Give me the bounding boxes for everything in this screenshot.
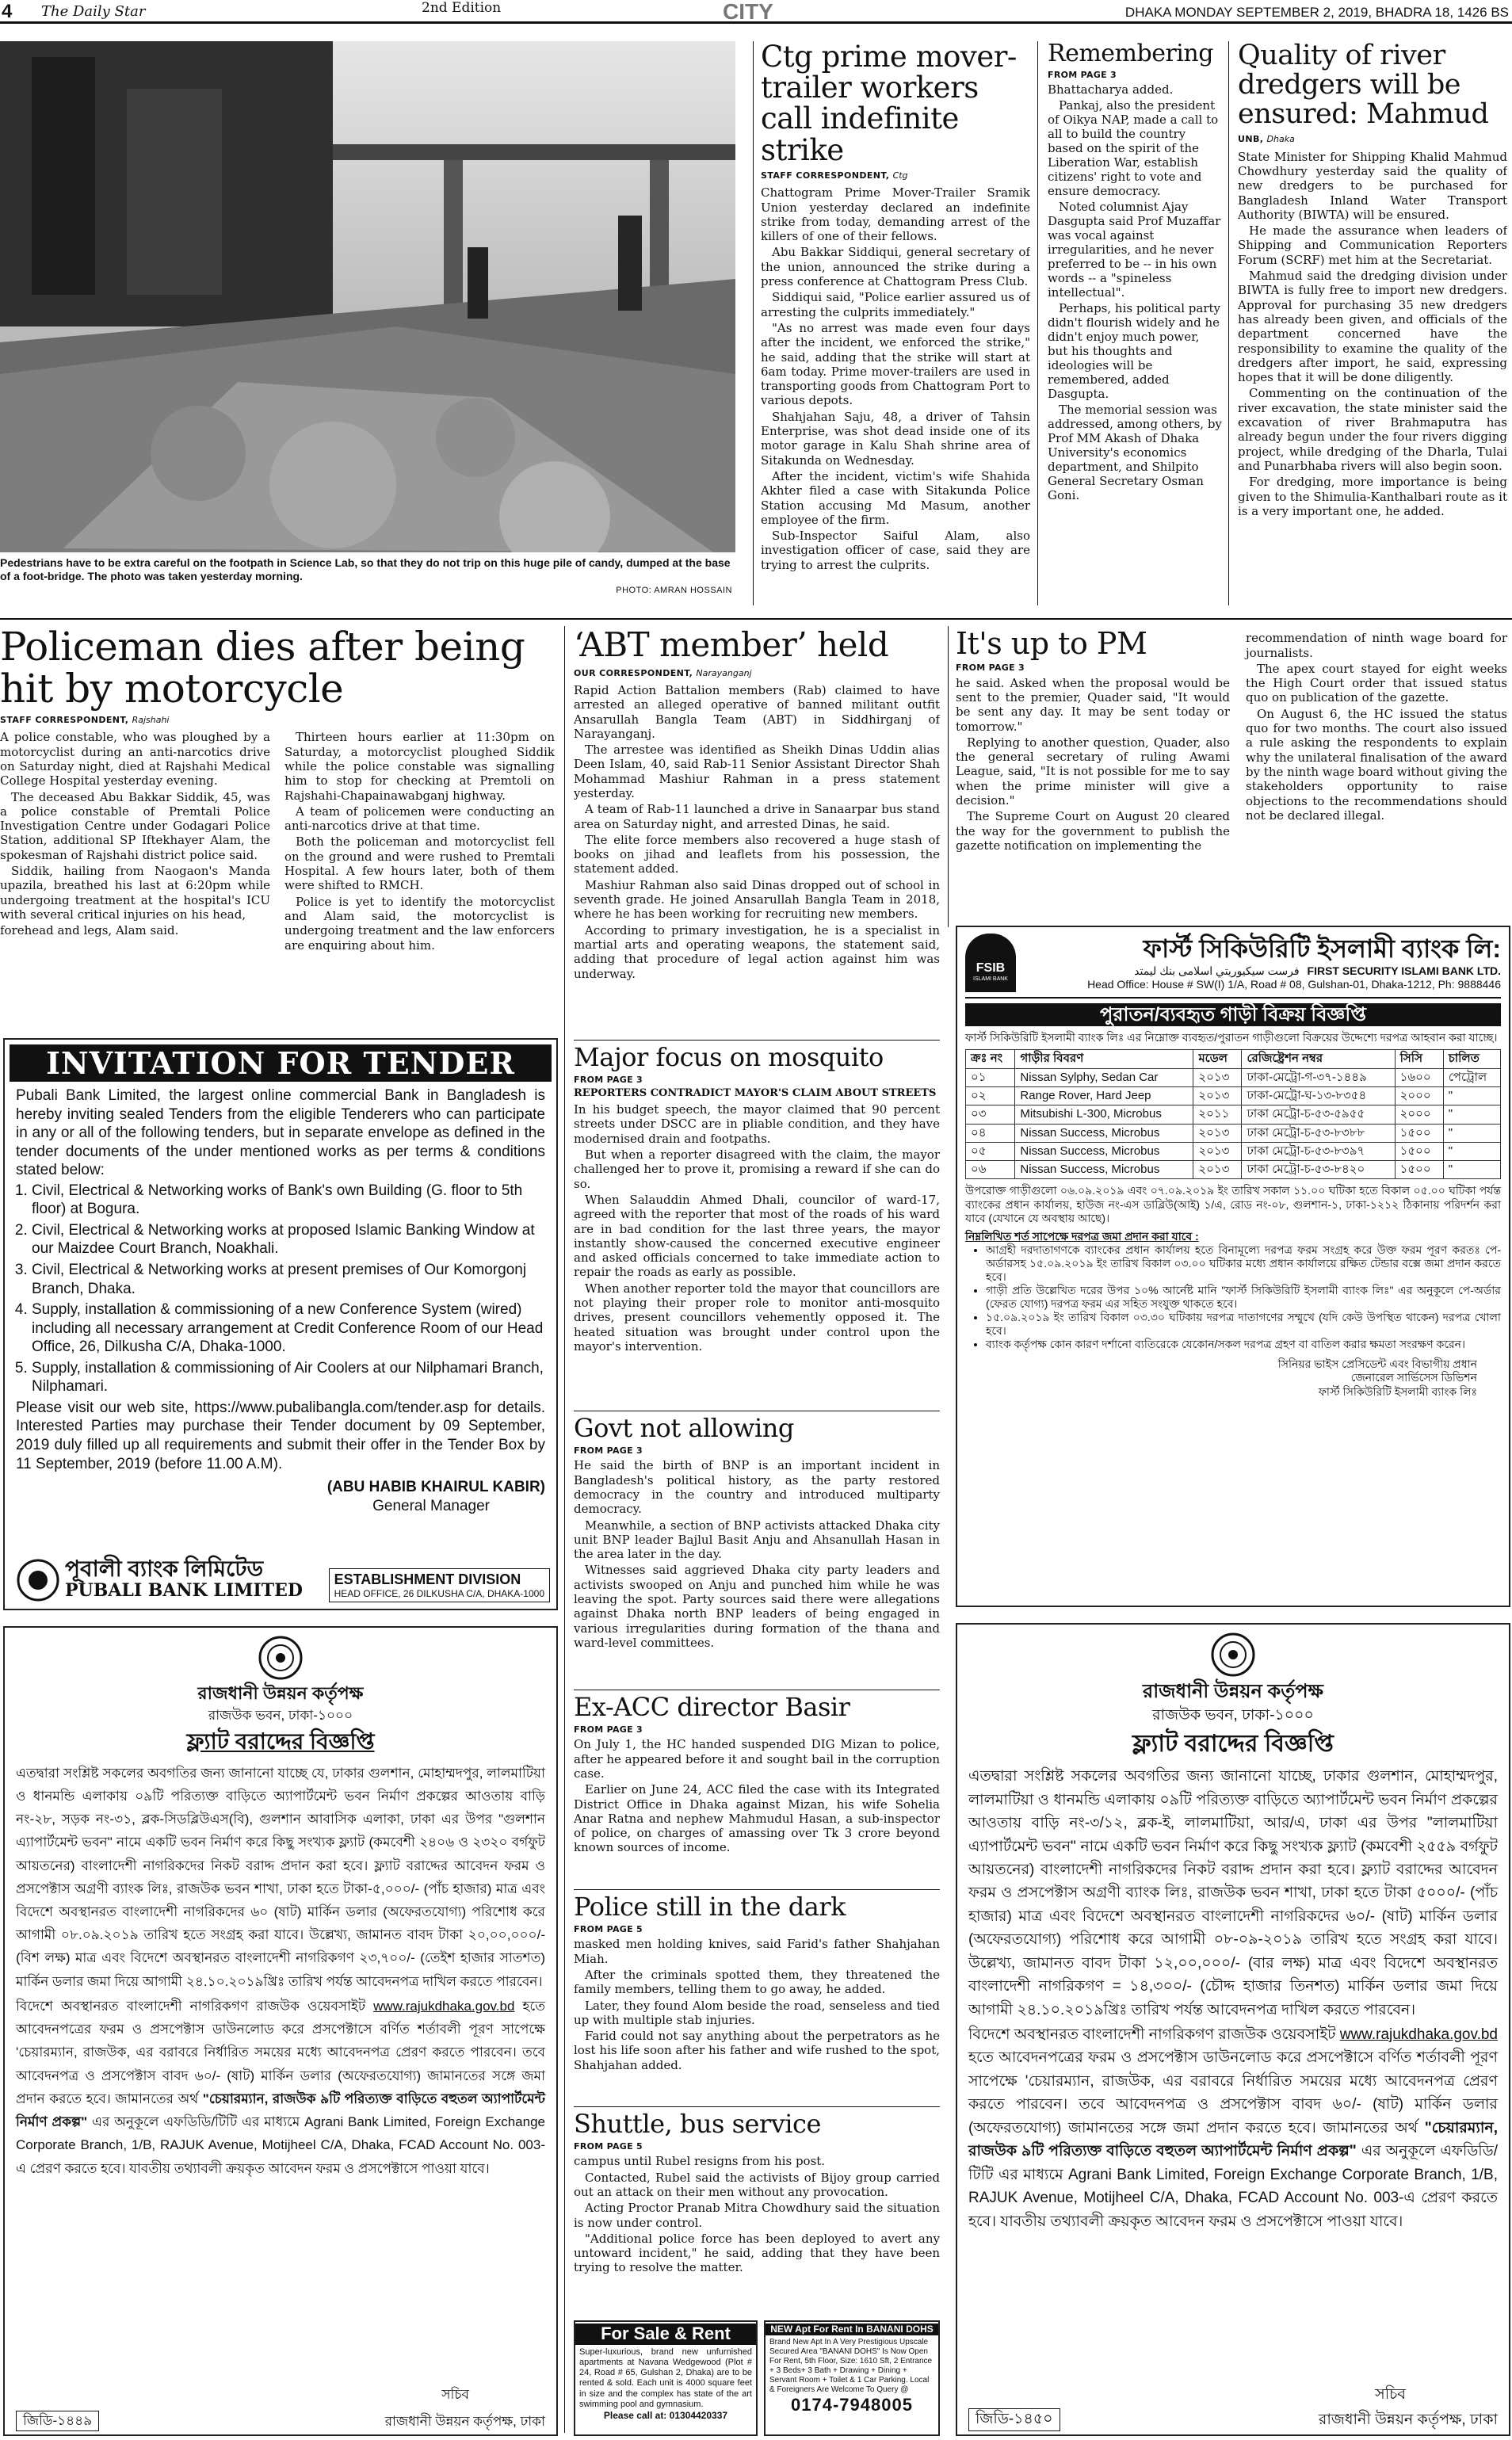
ad-fsib-vehicle-sale: FSIB ISLAMI BANK ফার্স্ট সিকিউরিটি ইসলামী ব্যাংক লি: فرست سيكيوريتي اسلامى بنك ليمتد FIRST SECURITY ISLAMI BANK LTD. Head Office: House # SW(I) 1/A, Road # 08, Gulshan-01, Dhaka-1212, Ph: 9888446 পুরাতন/ব্যবহৃত গাড়ী বিক্রয় বিজ্ঞপ্তি ফার্স্ট সিকিউরিটি ইসলামী ব্যাংক লিঃ এর নিম্নোক্ত ব্যবহৃত/পুরাতন গাড়ীগুলো বিক্রয়ের উদ্দেশ্যে দরপত্র আহবান করা যাচ্ছে। ক্রঃ নং গাড়ীর বিবরণ মডেল রেজিষ্ট্রেশন নম্বর সিসি চালিত ০১ Nissan Sylphy, Sedan Car ২০১৩ ঢাকা-মেট্রো-গ-৩৭-১৪৪৯ ১৬০০ পেট্রোল ০২ Range Rover, Hard Jeep ২০১৩ ঢাকা-মেট্রো-ঘ-১৩-৮৩৫৪ ২০০০ " ০৩ Mitsubishi L-300, Microbus ২০১১ ঢাকা মেট্রো-চ-৫৩-৫৯৫৫ ২০০০ " ০৪ Nissan Success, Microbus ২০১৩ ঢাকা মেট্রো-চ-৫৩-৮৩৮৮ ১৫০০ " ০৫ Nissan Success, Microbus ২০১৩ ঢাকা মেট্রো-চ-৫৩-৮৩৯৭ ১৫০০ " ০৬ Nissan Success, Microbus ২০১৩ ঢাকা মেট্রো-চ-৫৩-৮৪২০ ১৫০০ " উপরোক্ত গাড়ীগুলো ০৬.০৯.২০১৯ এবং ০৭.০৯.২০১৯ ইং তারিখ সকাল ১১.০০ ঘটিকা হতে বিকাল ০৫.০০ ঘটিকা পর্যন্ত ব্যাংকের প্রধান কার্যালয়, হাউজ নং-এস ডাব্লিউ(আই) ১/এ, রোড নং-০৮, গুলশান-১, ঢাকা-১২১২ ঠিকানায় পরিদর্শন করা যাবে (যেখানে যে অবস্থায় আছে)। নিম্নলিখিত শর্ত সাপেক্ষে দরপত্র জমা প্রদান করা যাবে : • আগ্রহী দরদাতাগণকে ব্যাংকের প্রধান কার্যালয় হতে বিনামূল্যে দরপত্র ফরম সংগ্রহ করে উক্ত ফরম পূরণ করতঃ পে-অর্ডারসহ ১৫.০৯.২০১৯ ইং তারিখ বিকাল ০৩.০০ ঘটিকার মধ্যে প্রধান কার্যালয়ে রক্ষিত টেন্ডার বক্সে জমা প্রদান করতে হবে। • গাড়ী প্রতি উল্লেখিত দরের উপর ১০% আর্নেষ্ট মানি "ফার্স্ট সিকিউরিটি ইসলামী ব্যাংক লিঃ" এর অনুকূলে পে-অর্ডার (ফেরত যোগ্য) দরপত্র ফরম এর সহিত সংযুক্ত থাকতে হবে। • ১৫.০৯.২০১৯ ইং তারিখ বিকাল ০৩.৩০ ঘটিকায় দরপত্র দাতাগণের সম্মুখে (যদি কেউ উপস্থিত থাকেন) দরপত্র খোলা হবে। • ব্যাংক কর্তৃপক্ষ কোন কারণ দর্শানো ব্যতিরেকে যেকোন/সকল দরপত্র গ্রহণ বা বাতিল করার ক্ষমতা সংরক্ষণ করেন। সিনিয়র ভাইস প্রেসিডেন্ট এবং বিভাগীয় প্রধান জেনারেল সার্ভিসেস ডিভিশন ফার্স্ট সিকিউরিটি ইসলামী ব্যাংক লিঃ bbox=[956, 926, 1510, 1607]
table-row: ০২ Range Rover, Hard Jeep ২০১৩ ঢাকা-মেট্রো-ঘ-১৩-৮৩৫৪ ২০০০ " bbox=[966, 1086, 1501, 1105]
headline: It's up to PM bbox=[956, 628, 1147, 661]
article-body: masked men holding knives, said Farid's father Shahjahan Miah. After the criminals spotted them, they threatened the family members, telling them to go away, he added. Later, they found Alom beside the road, senseless and tied up with multiple stab injuries. Farid could not say anything about the perpetrators as he lost his life soon after his father and wife rushed to the spot, Shahjahan added. bbox=[574, 1937, 940, 2072]
article-policeman bbox=[0, 626, 555, 1032]
paper-name: The Daily Star bbox=[41, 3, 146, 20]
fsib-name-bn: ফার্স্ট সিকিউরিটি ইসলামী ব্যাংক লি: bbox=[1143, 934, 1501, 963]
rajuk-url-link[interactable]: www.rajukdhaka.gov.bd bbox=[1339, 2026, 1498, 2043]
table-row: ০১ Nissan Sylphy, Sedan Car ২০১৩ ঢাকা-মেট্রো-গ-৩৭-১৪৪৯ ১৬০০ পেট্রোল bbox=[966, 1068, 1501, 1086]
headline: Ex-ACC director Basir bbox=[574, 1694, 850, 1722]
masthead bbox=[0, 0, 1512, 24]
vehicle-table: ক্রঃ নং গাড়ীর বিবরণ মডেল রেজিষ্ট্রেশন নম্বর সিসি চালিত ০১ Nissan Sylphy, Sedan Car ২০১৩ ঢাকা-মেট্রো-গ-৩৭-১৪৪৯ ১৬০০ পেট্রোল ০২ Range Rover, Hard Jeep ২০১৩ ঢাকা-মেট্রো-ঘ-১৩-৮৩৫৪ ২০০০ " ০৩ Mitsubishi L-300, Microbus ২০১১ ঢাকা মেট্রো-চ-৫৩-৫৯৫৫ ২০০০ " ০৪ Nissan Success, Microbus ২০১৩ ঢাকা মেট্রো-চ-৫৩-৮৩৮৮ ১৫০০ " ০৫ Nissan Success, Microbus ২০১৩ ঢাকা মেট্রো-চ-৫৩-৮৩৯৭ ১৫০০ " ০৬ Nissan Success, Microbus ২০১৩ ঢাকা মেট্রো-চ-৫৩-৮৪২০ ১৫০০ " bbox=[965, 1049, 1501, 1179]
rajuk-emblem bbox=[257, 1634, 304, 1682]
photo-illustration bbox=[0, 41, 735, 552]
photo-caption: Pedestrians have to be extra careful on the footpath in Science Lab, so that they do not trip on this huge pile of candy, dumped at the base of a foot-bridge. The photo was taken yesterday morning. PHOTO: AMRAN HOSSAIN bbox=[0, 556, 732, 595]
table-row: ০৬ Nissan Success, Microbus ২০১৩ ঢাকা মেট্রো-চ-৫৩-৮৪২০ ১৫০০ " bbox=[966, 1161, 1501, 1179]
headline: Govt not allowing bbox=[574, 1415, 794, 1443]
headline: Policeman dies after being hit by motorcycle bbox=[0, 626, 525, 712]
article-body: Chattogram Prime Mover-Trailer Sramik Union yesterday declared an indefinite strike from today, demanding arrest of the killers of one of their fellows. Abu Bakkar Siddiqui, general secretary of the union, announced the strike during a press conference at Chattogram Press Club. Siddiqui said, "Police earlier assured us of arresting the culprits immediately." "As no arrest was made even four days after the incident, we enforced the strike," he said, adding that the strike will start at 6am today. Prime mover-trailers are used in transporting goods from Chattogram Port to various depots. Shahjahan Saju, 48, a driver of Tahsin Enterprise, was shot dead inside one of its motor garage in Kalu Shah shrine area of Sitakunda on Wednesday. After the incident, victim's wife Shahida Akhter filed a case with Sitakunda Police Station accusing Md Masum, another employee of the firm. Sub-Inspector Saiful Alam, also investigation officer of case, said they are trying to arrest the culprits. bbox=[761, 185, 1030, 572]
article-remembering bbox=[1048, 41, 1222, 605]
headline: Remembering bbox=[1048, 41, 1213, 67]
tender-signer: (ABU HABIB KHAIRUL KABIR) bbox=[326, 1479, 545, 1496]
article-shuttle: Shuttle, bus service FROM PAGE 5 campus until Rubel resigns from his post. Contacted, Rubel said the activists of Bijoy group carried out an attack on their men without any provocation. Acting Proctor Pranab Mitra Chowdhury said the situation is now under control. "Additional police force has been deployed to avert any untoward incident," he said, adding that they have been trying to resolve the matter. bbox=[574, 2111, 940, 2275]
tender-visit: Please visit our web site, https://www.pubalibangla.com/tender.asp for details. Interested Parties may purchase their Tender document by 09 September, 2019 duly filled up all requirements and submit their offer in the Tender Box by 11 September, 2019 (before 11.00 A.M). bbox=[16, 1399, 545, 1472]
article-body: He said the birth of BNP is an important incident in Bangladesh's political history, as the party restored democracy in the country and introduced multiparty democracy. Meanwhile, a section of BNP activists attacked Dhaka city unit BNP leader Bajlul Basit Anju and Ahsanullah Hasan in the area later in the day. Witnesses said aggrieved Dhaka city party leaders and activists swooped on Anju and punched him while he was leaving the spot. Party sources said there were allegations against Dhaka north BNP leaders of being engaged in various irregularities during formation of the thana and ward-level committees. bbox=[574, 1458, 940, 1650]
article-body: Rapid Action Battalion members (Rab) claimed to have arrested an alleged operative of banned militant outfit Ansarullah Bangla Team (ABT) in Siddhirganj of Narayanganj. The arrestee was identified as Sheikh Dinas Uddin alias Deen Islam, 40, said Rab-11 Senior Assistant Director Shah Mohammad Mashiur Rahman in a press statement yesterday. A team of Rab-11 launched a drive in Sanaarpar bus stand area on Saturday night, and arrested Dinas, he said. The elite force members also recovered a huge stash of books on jihad and leaflets from his possession, the statement added. Mashiur Rahman also said Dinas dropped out of school in seventh grade. He joined Ansarullah Bangla Team in 2018, where he has been working for recruiting new members. According to primary investigation, he is a specialist in martial arts and operating weapons, the statement said, adding that procedure of legal action against him was underway. bbox=[574, 682, 940, 981]
article-body: A police constable, who was ploughed by a motorcyclist during an anti-narcotics drive on Saturday night, died at Rajshahi Medical College Hospital yesterday evening. The deceased Abu Bakkar Siddik, 45, was a police constable of Premtali Police Investigation Centre under Godagari Police Station, additional SP Iftekhayer Alam, the spokesman of Rajshahi district police said. Siddik, hailing from Naogaon's Manda upazila, breathed his last at 6:20pm while undergoing treatment at the hospital's ICU with several critical injuries on his head, forehead and legs, Alam said. Thirteen hours earlier at 11:30pm on Saturday, a motorcyclist ploughed Siddik while the police constable was signalling him to stop for checking at Premtoli on Rajshahi-Chapainawabganj highway. A team of policemen were conducting an anti-narcotics drive at that time. Both the policeman and motorcyclist fell on the ground and were rushed to Premtali Hospital. A few hours later, both of them were shifted to RMCH. Police is yet to identify the motorcyclist and Alam said, the motorcyclist is undergoing treatment and the law enforcers are enquiring about him. bbox=[0, 730, 555, 953]
article-ctg-strike bbox=[761, 41, 1030, 605]
tender-title: INVITATION FOR TENDER bbox=[10, 1044, 552, 1082]
dateline: DHAKA MONDAY SEPTEMBER 2, 2019, BHADRA 18, 1426 BS bbox=[1124, 5, 1509, 20]
ad-tender-pubali: INVITATION FOR TENDER Pubali Bank Limited, the largest online commercial Bank in Bangladesh is hereby inviting sealed Tenders from the eligible Tenderers who can participate in any or all of the following tenders, but in separate envelope as defined in the tender documents of the under mentioned works as per terms & conditions stated below: 1. Civil, Electrical & Networking works of Bank's own Building (G. floor to 5th floor) at Bogura. 2. Civil, Electrical & Networking works at proposed Islamic Banking Window at our Maizdee Court Branch, Noakhali. 3. Civil, Electrical & Networking works at present premises of Our Komorgonj Branch, Dhaka. 4. Supply, installation & commissioning of a new Conference System (wired) including all necessary arrangement at Credit Conference Room of our Head Office, 26, Dilkusha C/A, Dhaka-1000. 5. Supply, installation & commissioning of Air Coolers at our Nilphamari Branch, Nilphamari. Please visit our web site, https://www.pubalibangla.com/tender.asp for details. Interested Parties may purchase their Tender document by 09 September, 2019 duly filled up all requirements and submit their offer in the Tender Box by 11 September, 2019 (before 11.00 A.M). (ABU HABIB KHAIRUL KABIR) General Manager পূবালী ব্যাংক লিমিটেড PUBALI BANK LIMITED ESTABLISHMENT DIVISION HEAD OFFICE, 26 DILKUSHA C/A, DHAKA-1000 bbox=[3, 1038, 558, 1610]
article-up-to-pm: It's up to PM FROM PAGE 3 he said. Asked when the proposal would be sent to the premier, Quader said, "It would be sent any day. It may be sent today or tomorrow." Replying to another question, Quader, also the general secretary of ruling Awami League, said, "It is not possible for me to say when the prime minister will give a decision." The Supreme Court on August 20 cleared the way for the government to publish the gazette notification on implementing the recommendation of ninth wage board for journalists. The apex court stayed for eight weeks the High Court order that issued status quo on publication of the gazette. On August 6, the HC issued the status quo for two months. The court also issued a rule asking the respondents to explain why the unilateral finalisation of the award by the ninth wage board without giving the stakeholders opportunity to raise objections to the recommendations should not be declared illegal. bbox=[956, 628, 1510, 929]
table-row: ০৪ Nissan Success, Microbus ২০১৩ ঢাকা মেট্রো-চ-৫৩-৮৩৮৮ ১৫০০ " bbox=[966, 1124, 1501, 1142]
byline: UNB, Dhaka bbox=[1238, 134, 1295, 145]
from-page: FROM PAGE 3 bbox=[1048, 69, 1117, 80]
subhead: REPORTERS CONTRADICT MAYOR'S CLAIM ABOUT STREETS bbox=[574, 1087, 937, 1100]
headline: Major focus on mosquito bbox=[574, 1044, 884, 1072]
byline: OUR CORRESPONDENT, Narayanganj bbox=[574, 667, 752, 678]
article-govt-not-allowing: Govt not allowing FROM PAGE 3 He said the birth of BNP is an important incident in Bangladesh's political history, as the party restored democracy in the country and introduced multiparty democracy. Meanwhile, a section of BNP activists attacked Dhaka city unit BNP leader Bajlul Basit Anju and Ahsanullah Hasan in the area later in the day. Witnesses said aggrieved Dhaka city party leaders and activists swooped on Anju and punched him while he was leaving the spot. Party sources said there were allegations against Dhaka north BNP leaders of being engaged in various irregularities during formation of the thana and ward-level committees. bbox=[574, 1415, 940, 1650]
from-page: FROM PAGE 3 bbox=[956, 663, 1025, 674]
ad-rajuk-gulshan: রাজধানী উন্নয়ন কর্তৃপক্ষ রাজউক ভবন, ঢাকা-১০০০ ফ্ল্যাট বরাদ্দের বিজ্ঞপ্তি এতদ্বারা সংশ্লিষ্ট সকলের অবগতির জন্য জানানো যাচ্ছে যে, ঢাকার গুলশান, মোহাম্মদপুর, লালমাটিয়া ও ধানমন্ডি এলাকায় ০৯টি পরিত্যক্ত বাড়িতে অ্যাপার্টমেন্ট ভবন নির্মাণ প্রকল্পের আওতায় বাড়ি নং-২৮, সড়ক নং-৩১, ব্লক-সিডব্লিউএস(বি), গুলশান আবাসিক এলাকা, ঢাকা এর উপর "গুলশান এ্যাপার্টমেন্ট ভবন" নামে একটি ভবন নির্মাণ করে কিছু সংখ্যক ফ্ল্যাট (কমবেশী ২৪০৬ ও ২৩২০ বর্গফুট আয়তনের) বাংলাদেশী নাগরিকদের নিকট বরাদ্দ প্রদান করা হবে। ফ্ল্যাট বরাদ্দের আবেদন ফরম ও প্রসপেক্টাস অগ্রণী ব্যাংক লিঃ, রাজউক ভবন শাখা, ঢাকা হতে টাকা-৫,০০০/- (পাঁচ হাজার) মাত্র এবং বিদেশে অবস্থানরত বাংলাদেশী নাগরিকদের ৬০ (ষাট) মার্কিন ডলার (অফেরতযোগ্য) পরিশোধ করে আগামী ০৮.০৯.২০১৯ তারিখ হতে সংগ্রহ করা যাবে। উল্লেখ্য, জামানত বাবদ টাকা ২০,০০,০০০/-(বিশ লক্ষ) মাত্র এবং বিদেশে অবস্থানরত বাংলাদেশী নাগরিকগণ ২৩,৭০০/- (তেইশ হাজার সাতশত) মার্কিন ডলার জমা দিয়ে আগামী ২৪.১০.২০১৯খ্রিঃ তারিখ পর্যন্ত আবেদনপত্র দাখিল করতে পারবেন। বিদেশে অবস্থানরত বাংলাদেশী নাগরিকগণ রাজউক ওয়েবসাইট www.rajukdhaka.gov.bd হতে আবেদনপত্রের ফরম ও প্রসপেক্টাস ডাউনলোড করে প্রসপেক্টাসে বর্ণিত শর্তাবলী পূরণ সাপেক্ষে 'চেয়ারম্যান, রাজউক, এর বরাবরে নির্ধারিত সময়ের মধ্যে আবেদনপত্র প্রেরণ করতে পারবেন। তবে আবেদনপত্র ও প্রসপেক্টাস বাবদ ৬০/- (ষাট) মার্কিন ডলার (অফেরতযোগ্য) জামানতের সঙ্গে জমা প্রদান করতে হবে। জামানতের অর্থ "চেয়ারম্যান, রাজউক ৯টি পরিত্যক্ত বাড়িতে বহুতল অ্যাপার্টমেন্ট নির্মাণ প্রকল্প" এর অনুকূলে এফডিডি/টিটি এর মাধ্যমে Agrani Bank Limited, Foreign Exchange Corporate Branch, 1/B, RAJUK Avenue, Motijheel C/A, Dhaka, FCAD Account No. 003-এ প্রেরণ করতে হবে। যাবতীয় তথ্যাবলী ক্রয়কৃত আবেদন ফরম ও প্রসপেক্টাসে পাওয়া যাবে। সচিব জিডি-১৪৪৯ রাজধানী উন্নয়ন কর্তৃপক্ষ, ঢাকা bbox=[3, 1626, 558, 2436]
ad-new-apt: NEW Apt For Rent In BANANI DOHS Brand New Apt In A Very Prestigious Upscale Secured Area "BANANI DOHS" Is Now Open For Rent, 5th Floor, Size: 1610 Sft, 2 Entrance + 3 Beds+ 3 Bath + Drawing + Dining + Servant Room + Toilet & 1 Car Parking. Local & Foreigners Are Welcome To Query @ 0174-7948005 bbox=[764, 2320, 940, 2436]
article-body: Bhattacharya added. Pankaj, also the president of Oikya NAP, made a call to all to build the country based on the spirit of the Liberation War, establish citizens' right to vote and ensure democracy. Noted columnist Ajay Dasgupta said Prof Muzaffar was vocal against irregularities, and he never preferred to be -- in his own words -- a "spineless intellectual". Perhaps, his political party didn't flourish widely and he didn't enjoy much power, but his thoughts and ideologies will be remembered, added Dasgupta. The memorial session was addressed, among others, by Prof MM Akash of Dhaka University's economics department, and Shilpito General Secretary Osman Goni. bbox=[1048, 82, 1222, 503]
rajuk-emblem bbox=[1209, 1631, 1257, 1678]
page-number: 4 bbox=[2, 1, 13, 22]
article-body: campus until Rubel resigns from his post. Contacted, Rubel said the activists of Bijoy group carried out an attack on their men without any provocation. Acting Proctor Pranab Mitra Chowdhury said the situation is now under control. "Additional police force has been deployed to avert any untoward incident," he said, adding that they have been trying to resolve the matter. bbox=[574, 2154, 940, 2275]
table-row: ০৫ Nissan Success, Microbus ২০১৩ ঢাকা মেট্রো-চ-৫৩-৮৩৯৭ ১৫০০ " bbox=[966, 1142, 1501, 1160]
fsib-logo: FSIB ISLAMI BANK bbox=[965, 934, 1016, 992]
table-row: ০৩ Mitsubishi L-300, Microbus ২০১১ ঢাকা মেট্রো-চ-৫৩-৫৯৫৫ ২০০০ " bbox=[966, 1105, 1501, 1124]
article-mosquito: Major focus on mosquito FROM PAGE 3 REPORTERS CONTRADICT MAYOR'S CLAIM ABOUT STREETS In his budget speech, the mayor claimed that 90 percent streets under DSCC are in pliable condition, and they have modernised drain and footpaths. But when a reporter disagreed with the claim, the mayor challenged her to prove it, promising a reward if she can do so. When Salauddin Ahmed Dhali, councilor of ward-17, agreed with the reporter that most of the roads of his ward are in bad condition for the last three years, the mayor instantly show-caused the concerned executive engineer and asked officials concerned to take immediate action to repair the roads as early as possible. When another reporter told the mayor that councillors are not playing their proper role to monitor anti-mosquito drives, present councillors vehemently opposed it. The heated situation was brought under control upon the mayor's intervention. bbox=[574, 1044, 940, 1354]
rajuk-url-link[interactable]: www.rajukdhaka.gov.bd bbox=[373, 1998, 515, 2014]
byline: STAFF CORRESPONDENT, Ctg bbox=[761, 170, 908, 181]
terms-list: • আগ্রহী দরদাতাগণকে ব্যাংকের প্রধান কার্যালয় হতে বিনামূল্যে দরপত্র ফরম সংগ্রহ করে উক্ত ফরম পূরণ করতঃ পে-অর্ডারসহ ১৫.০৯.২০১৯ ইং তারিখ বিকাল ০৩.০০ ঘটিকার মধ্যে প্রধান কার্যালয়ে রক্ষিত টেন্ডার বক্সে জমা প্রদান করতে হবে। • গাড়ী প্রতি উল্লেখিত দরের উপর ১০% আর্নেষ্ট মানি "ফার্স্ট সিকিউরিটি ইসলামী ব্যাংক লিঃ" এর অনুকূলে পে-অর্ডার (ফেরত যোগ্য) দরপত্র ফরম এর সহিত সংযুক্ত থাকতে হবে। • ১৫.০৯.২০১৯ ইং তারিখ বিকাল ০৩.৩০ ঘটিকায় দরপত্র দাতাগণের সম্মুখে (যদি কেউ উপস্থিত থাকেন) দরপত্র খোলা হবে। • ব্যাংক কর্তৃপক্ষ কোন কারণ দর্শানো ব্যতিরেকে যেকোন/সকল দরপত্র গ্রহণ বা বাতিল করার ক্ষমতা সংরক্ষণ করেন। bbox=[986, 1243, 1501, 1352]
article-dredgers bbox=[1238, 41, 1507, 605]
article-body: On July 1, the HC handed suspended DIG Mizan to police, after he appeared before it and sought bail in the corruption case. Earlier on June 24, ACC filed the case with its Integrated District Office in Dhaka against Mizan, his wife Sohelia Anar Ratna and nephew Mahmudul Hasan, a sub-inspector of police, on charges of amassing over Tk 3 crore beyond known sources of income. bbox=[574, 1737, 940, 1855]
pubali-logo bbox=[16, 1558, 60, 1602]
edition: 2nd Edition bbox=[422, 0, 502, 16]
article-police-dark: Police still in the dark FROM PAGE 5 masked men holding knives, said Farid's father Shahjahan Miah. After the criminals spotted them, they threatened the family members, telling them to go away, he added. Later, they found Alom beside the road, senseless and tied up with multiple stab injuries. Farid could not say anything about the perpetrators as he lost his life soon after his father and wife rushed to the spot, Shahjahan added. bbox=[574, 1894, 940, 2072]
ad-rajuk-lalmatia: রাজধানী উন্নয়ন কর্তৃপক্ষ রাজউক ভবন, ঢাকা-১০০০ ফ্ল্যাট বরাদ্দের বিজ্ঞপ্তি এতদ্বারা সংশ্লিষ্ট সকলের অবগতির জন্য জানানো যাচ্ছে, ঢাকার গুলশান, মোহাম্মদপুর, লালমাটিয়া ও ধানমন্ডি এলাকায় ০৯টি পরিত্যক্ত বাড়িতে অ্যাপার্টমেন্ট ভবন নির্মাণ প্রকল্পের আওতায় বাড়ি নং-৩/১২, ব্লক-ই, লালমাটিয়া, আর/এ, ঢাকা এর উপর "লালমাটিয়া এ্যাপার্টমেন্ট ভবন" নামে একটি ভবন নির্মাণ করে কিছু সংখ্যক ফ্ল্যাট (কমবেশী ২৫৫৯ বর্গফুট আয়তনের) বাংলাদেশী নাগরিকদের নিকট বরাদ্দ প্রদান করা হবে। ফ্ল্যাট বরাদ্দের আবেদন ফরম ও প্রসপেক্টাস অগ্রণী ব্যাংক লিঃ, রাজউক ভবন শাখা, ঢাকা হতে টাকা ৫০০০/- (পাঁচ হাজার) মাত্র এবং বিদেশে অবস্থানরত বাংলাদেশী নাগরিকদের ৬০/- (ষাট) মার্কিন ডলার (অফেরতযোগ্য) পরিশোধ করে আগামী ০৮-০৯-২০১৯ তারিখ হতে সংগ্রহ করা যাবে। উল্লেখ্য, জামানত বাবদ টাকা ১২,০০,০০০/- (বার লক্ষ) মাত্র এবং বিদেশে অবস্থানরত বাংলাদেশী নাগরিকগণ = ১৪,৩০০/- (চৌদ্দ হাজার তিনশত) মার্কিন ডলার জমা দিয়ে আগামী ২৪.১০.২০১৯খ্রিঃ তারিখ পর্যন্ত আবেদনপত্র দাখিল করতে পারবেন। বিদেশে অবস্থানরত বাংলাদেশী নাগরিকগণ রাজউক ওয়েবসাইট www.rajukdhaka.gov.bd হতে আবেদনপত্রের ফরম ও প্রসপেক্টাস ডাউনলোড করে প্রসপেক্টাসে বর্ণিত শর্তাবলী পূরণ সাপেক্ষে 'চেয়ারম্যান, রাজউক, এর বরাবরে নির্ধারিত সময়ের মধ্যে আবেদনপত্র প্রেরণ করতে পারবেন। তবে আবেদনপত্র ও প্রসপেক্টাস বাবদ ৬০/- (ষাট) মার্কিন ডলার (অফেরতযোগ্য) জামানতের সঙ্গে জমা প্রদান করতে হবে। জামানতের অর্থ "চেয়ারম্যান, রাজউক ৯টি পরিত্যক্ত বাড়িতে বহুতল অ্যাপার্টমেন্ট নির্মাণ প্রকল্প" এর অনুকূলে এফডিডি/টিটি এর মাধ্যমে Agrani Bank Limited, Foreign Exchange Corporate Branch, 1/B, RAJUK Avenue, Motijheel C/A, Dhaka, FCAD Account No. 003-এ প্রেরণ করতে হবে। যাবতীয় তথ্যাবলী ক্রয়কৃত আবেদন ফরম ও প্রসপেক্টাসে পাওয়া যাবে। সচিব জিডি-১৪৫০ রাজধানী উন্নয়ন কর্তৃপক্ষ, ঢাকা bbox=[956, 1623, 1510, 2436]
article-body: In his budget speech, the mayor claimed that 90 percent streets under DSCC are in pliable condition, and they have modernised drain and footpaths. But when a reporter disagreed with the claim, the mayor challenged her to prove it, promising a reward if she can do so. When Salauddin Ahmed Dhali, councilor of ward-17, agreed with the reporter that most of the roads of his ward are in bad condition for the last three years, the mayor instantly show-caused the concerned executive engineer and asked officials concerned to take immediate action to repair the roads as early as possible. When another reporter told the mayor that councillors are not playing their proper role to monitor anti-mosquito drives, present councillors vehemently opposed it. The heated situation was brought under control upon the mayor's intervention. bbox=[574, 1102, 940, 1354]
ad-for-sale-rent: For Sale & Rent Super-luxurious, brand new unfurnished apartments at Navana Wedgewood (Plot # 24, Road # 65, Gulshan 2, Dhaka) are to be rented & sold. Each unit is 4000 square feet in size and the complex has state of the art swimming pool and gymnasium. Please call at: 01304420337 bbox=[574, 2320, 758, 2436]
photo-credit: PHOTO: AMRAN HOSSAIN bbox=[616, 585, 732, 595]
article-body: State Minister for Shipping Khalid Mahmud Chowdhury yesterday said the quality of new dredgers to be purchased for Bangladesh Inland Water Transport Authority (BIWTA) will be ensured. He made the assurance when leaders of Shipping and Communication Reporters Forum (SCRF) met him at the Secretariat. Mahmud said the dredging division under BIWTA is fully free to import new dredgers. Approval for purchasing 35 new dredgers has already been given, and officials of the department concerned have the responsibility to examine the quality of the dredgers after import, he said, expressing hopes that it will be done diligently. Commenting on the continuation of the river excavation, the state minister said the excavation of river Brahmaputra has already begun under the four rivers digging project, while dredging of the Dharla, Tulai and Punarbhaba rivers will also begin soon. For dredging, more importance is being given to the Shimulia-Kanthalbari route as it is a very important one, he added. bbox=[1238, 149, 1507, 518]
byline: STAFF CORRESPONDENT, Rajshahi bbox=[0, 715, 170, 725]
news-photo bbox=[0, 41, 735, 552]
headline: ‘ABT member’ held bbox=[574, 628, 889, 664]
headline: Quality of river dredgers will be ensured: Mahmud bbox=[1238, 41, 1489, 131]
section-name: CITY bbox=[723, 0, 773, 24]
headline: Police still in the dark bbox=[574, 1894, 846, 1922]
article-ex-acc: Ex-ACC director Basir FROM PAGE 3 On July 1, the HC handed suspended DIG Mizan to police, after he appeared before it and sought bail in the corruption case. Earlier on June 24, ACC filed the case with its Integrated District Office in Dhaka against Mizan, his wife Sohelia Anar Ratna and nephew Mahmudul Hasan, a sub-inspector of police, on charges of amassing over Tk 3 crore beyond known sources of income. bbox=[574, 1694, 940, 1855]
article-abt bbox=[574, 628, 940, 1040]
tender-list: 1. Civil, Electrical & Networking works of Bank's own Building (G. floor to 5th floor) at Bogura. 2. Civil, Electrical & Networking works at proposed Islamic Banking Window at our Maizdee Court Branch, Noakhali. 3. Civil, Electrical & Networking works at present premises of Our Komorgonj Branch, Dhaka. 4. Supply, installation & commissioning of a new Conference System (wired) including all necessary arrangement at Credit Conference Room of our Head Office, 26, Dilkusha C/A, Dhaka-1000. 5. Supply, installation & commissioning of Air Coolers at our Nilphamari Branch, Nilphamari. bbox=[16, 1182, 545, 1396]
headline: Shuttle, bus service bbox=[574, 2111, 821, 2139]
headline: Ctg prime mover-trailer workers call indefinite strike bbox=[761, 41, 1017, 167]
fsib-banner: পুরাতন/ব্যবহৃত গাড়ী বিক্রয় বিজ্ঞপ্তি bbox=[965, 1003, 1501, 1026]
